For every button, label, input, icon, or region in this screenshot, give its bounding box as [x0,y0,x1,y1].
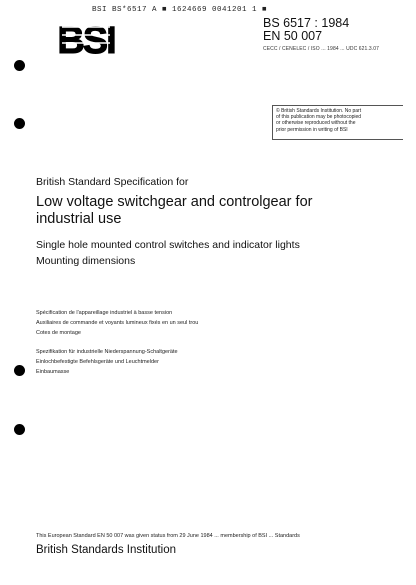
scan-header: BSI BS*6517 A ■ 1624669 0041201 1 ■ [92,6,268,14]
notice-line: of this publication may be photocopied [276,114,362,121]
bsi-logo [57,17,115,62]
subtitle-line: Single hole mounted control switches and indicator lights [36,239,300,251]
punch-hole [14,118,25,129]
footer-note: This European Standard EN 50 007 was given status from 29 June 1984 ... membership of BSI ... Standards [36,533,300,539]
french-line: Cotes de montage [36,329,81,336]
french-line: Auxiliaires de commande et voyants lumineux fixés en un seul trou [36,319,199,326]
notice-line: © British Standards Institution. No part [276,108,362,114]
punch-hole [14,424,25,435]
equivalent-line: CECC / CENELEC / ISO ... 1984 ... UDC 621.3.07 [263,46,380,52]
german-line: Einlochbefestigte Befehlsgeräte und Leuchtmelder [36,358,159,365]
en-number: EN 50 007 [263,29,323,43]
copyright-notice [272,105,403,140]
punch-hole [14,60,25,71]
german-line: Einbaumasse [36,368,70,375]
title-line: industrial use [36,211,122,227]
subtitle-line: Mounting dimensions [36,255,136,267]
standard-number-block [263,17,349,43]
title-line: Low voltage switchgear and controlgear for [36,194,313,210]
document-kicker: British Standard Specification for [36,176,189,188]
standard-number: BS 6517 : 1984 [263,16,350,30]
german-title-block [36,348,178,377]
svg-text:BSI: BSI [57,20,115,62]
french-line: Spécification de l'appareillage industriel à basse tension [36,310,173,316]
german-line: Spezifikation für industrielle Niederspannung-Schaltgeräte [36,349,178,355]
document-title [36,194,396,228]
document-subtitle [36,237,396,269]
publisher-name: British Standards Institution [36,544,176,556]
notice-line: prior permission in writing of BSI [276,126,348,133]
french-title-block [36,309,198,338]
notice-line: or otherwise reproduced without the [276,120,356,127]
punch-hole [14,365,25,376]
